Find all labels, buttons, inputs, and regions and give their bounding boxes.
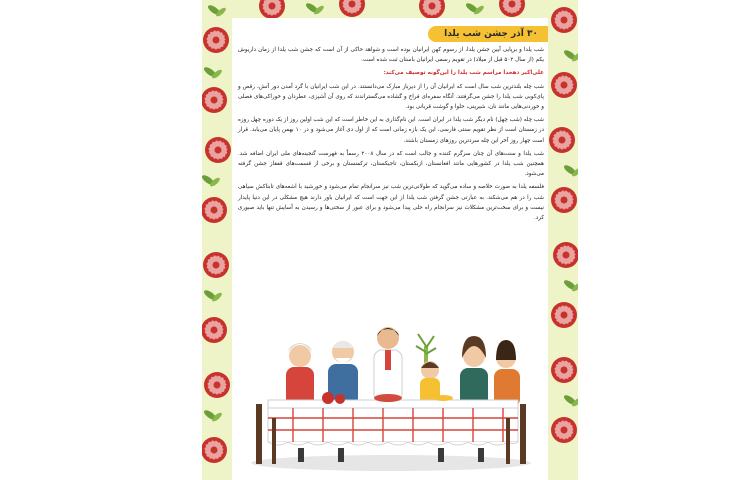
page-title: ۳۰ آذر جشن شب یلدا [444,29,538,39]
article-body [238,45,544,226]
paragraph-heritage: شب یلدا و سنت‌های آن چنان سرگرم کننده و جالب است که در سال ۲۰۰۸ رسماً به فهرست گنجینه‌های ملی ایران اضافه شد. همچنین شب یلدا در کشورهایی مانند افغانستان، ازبکستان، تاجیکستان، ترکمنستان و برخی از قسمت‌های قفقاز جشن گرفته می‌شود. [238,150,544,178]
paragraph-philosophy: فلسفه یلدا به صورت خلاصه و ساده می‌گوید که طولانی‌ترین شب نیز سرانجام تمام می‌شود و خورشید با اشعه‌های تابناکش سیاهی شب را در هم می‌شکند. به عبارتی جشن گرفتن شب یلدا از این جهت است که ایرانیان باور دارند هیچ مشکلی در این دنیا پایدار نیست و برای سخت‌ترین مشکلات نیز سرانجام راه حلی پیدا می‌شود و برای عبور از سختی‌ها و رسیدن به آسایش تنها باید صبوری کرد. [238,184,544,222]
paragraph-quote-heading: علی‌اکبر دهخدا مراسم شب یلدا را این‌گونه توصیف می‌کند: [383,70,544,77]
paragraph-intro: شب یلدا و برپایی آیین جشن یلدا، از رسوم کهن ایرانیان بوده است و شواهد حاکی از آن است که جشن شب یلدا از زمان داریوش یکم (از سال ۵۰۲ قبل از میلاد) در تقویم رسمی ایرانیان باستان ثبت شده است. [238,47,544,64]
paragraph-shab-chelleh: شب چله (شب چهل) نام دیگر شب یلدا در ایران است. این نام‌گذاری به این خاطر است که این شب اولین روز از یک دوره چهل روزه در زمستان است از نظر تقویم سنتی فارسی، این یک بازه زمانی است که از اول دی آغاز می‌شود و در ۱۰ بهمن پایان می‌یابد. قرار است چهار روز آخر این چله سردترین روزهای زمستان باشند. [238,117,544,144]
title-banner [428,26,548,42]
paragraph-dehkhoda-description: شب چله بلندترین شب سال است که ایرانیان آن را از دیرباز مبارک می‌دانستند. در این شب ایرانیان با گرد آمدن دور آتش، رقص و پای‌کوبی شب یلدا را جشن می‌گرفتند. آنگاه سفره‌ای فراخ و گشاده می‌گستراندند که روی آن آشپزی، عطردان و خوراکی‌های فصلی و خوردنی‌هایی مانند نان، شیرینی، حلوا و گوشت قربانی بود. [238,83,544,111]
family-yalda-dinner-illustration [238,308,544,473]
